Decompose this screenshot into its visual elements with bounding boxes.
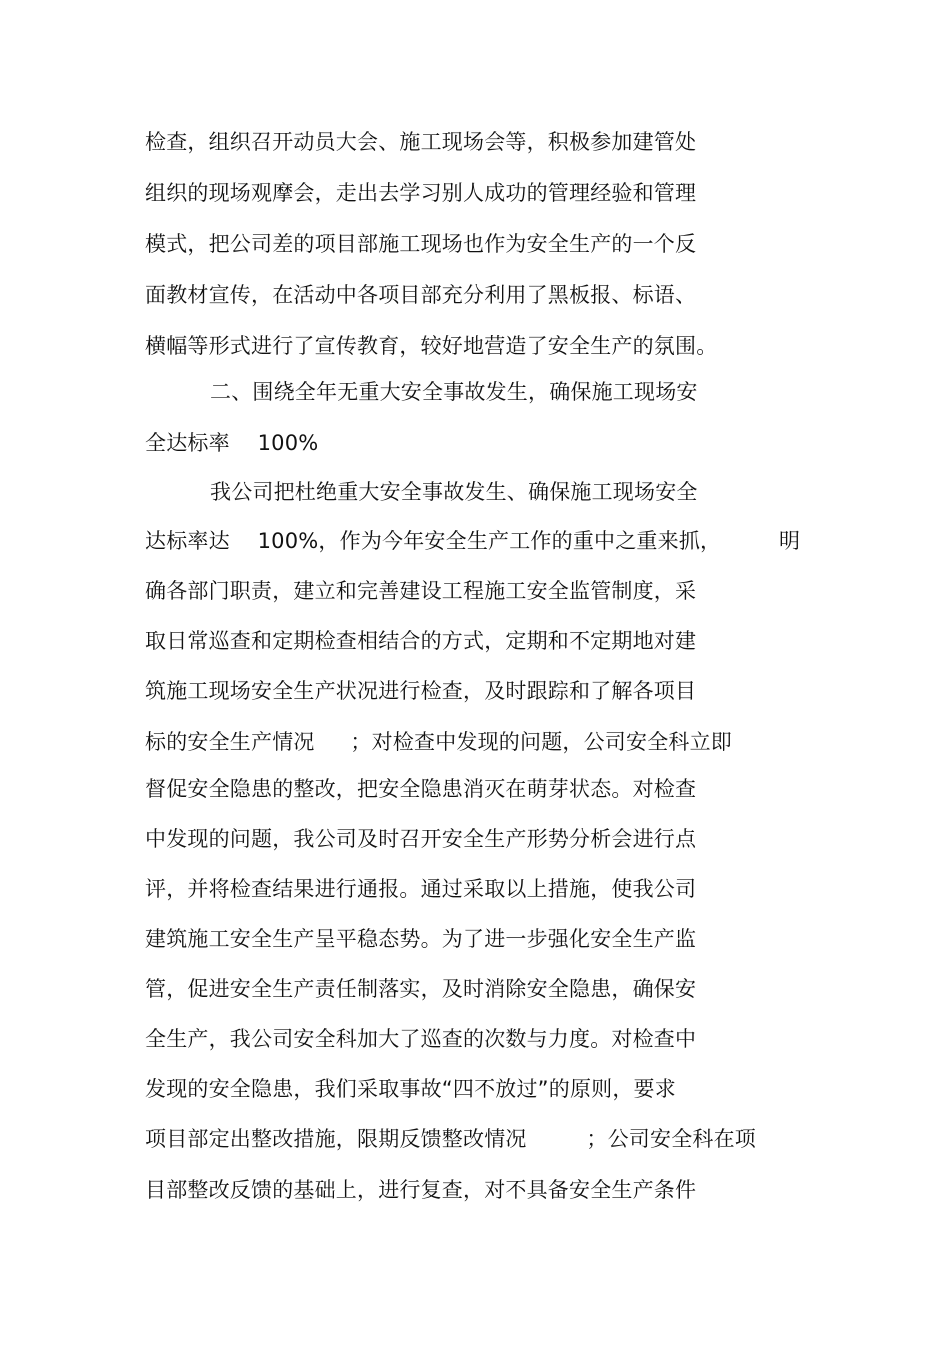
text-segment: 中发现的问题，我公司及时召开安全生产形势分析会进行点 (145, 827, 697, 851)
text-line (145, 974, 696, 1004)
text-line (145, 1024, 696, 1054)
text-line (145, 1124, 756, 1154)
paragraph-first-line (210, 477, 698, 507)
text-line-tail (779, 526, 800, 556)
text-line (145, 824, 696, 854)
text-line (145, 774, 696, 804)
text-segment: 建筑施工安全生产呈平稳态势。为了进一步强化安全生产监 (145, 927, 697, 951)
text-segment: 取日常巡查和定期检查相结合的方式，定期和不定期地对建 (145, 629, 697, 653)
text-segment: 面教材宣传，在活动中各项目部充分利用了黑板报、标语、 (145, 283, 697, 307)
text-line (145, 280, 696, 310)
text-segment: 目部整改反馈的基础上，进行复查，对不具备安全生产条件 (145, 1178, 697, 1202)
section-heading-number: 100% (257, 431, 319, 455)
text-line (145, 874, 696, 904)
text-line (145, 576, 696, 606)
text-segment: 管，促进安全生产责任制落实，及时消除安全隐患，确保安 (145, 977, 697, 1001)
text-segment: 模式，把公司差的项目部施工现场也作为安全生产的一个反 (145, 232, 697, 256)
section-heading-text: 全达标率 (145, 431, 230, 455)
text-line (145, 1074, 676, 1104)
text-segment: 发现的安全隐患，我们采取事故“四不放过”的原则，要求 (145, 1077, 676, 1101)
text-segment: 评，并将检查结果进行通报。通过采取以上措施，使我公司 (145, 877, 697, 901)
text-segment: 检查，组织召开动员大会、施工现场会等，积极参加建管处 (145, 130, 697, 154)
text-segment: 筑施工现场安全生产状况进行检查，及时跟踪和了解各项目 (145, 679, 697, 703)
text-line (145, 331, 717, 361)
text-line (145, 727, 732, 757)
text-line (145, 127, 696, 157)
section-heading-text: 二、围绕全年无重大安全事故发生，确保施工现场安 (210, 380, 698, 404)
text-line (145, 924, 696, 954)
text-segment: 全生产，我公司安全科加大了巡查的次数与力度。对检查中 (145, 1027, 697, 1051)
text-segment: 明 (779, 529, 801, 553)
text-line (145, 178, 696, 208)
text-segment: 督促安全隐患的整改，把安全隐患消灭在萌芽状态。对检查 (145, 777, 697, 801)
text-segment: 我公司把杜绝重大安全事故发生、确保施工现场安全 (210, 480, 698, 504)
text-segment: ；公司安全科在项 (586, 1127, 756, 1151)
text-segment: 达标率达 (145, 529, 230, 553)
text-line (145, 526, 721, 556)
text-segment: 组织的现场观摩会，走出去学习别人成功的管理经验和管理 (145, 181, 697, 205)
section-heading-line (145, 428, 318, 458)
text-segment: 100%，作为今年安全生产工作的重中之重来抓， (257, 529, 722, 553)
text-segment: 标的安全生产情况 (145, 730, 315, 754)
text-line (145, 1175, 696, 1205)
section-heading-line (210, 377, 698, 407)
text-line (145, 676, 696, 706)
text-segment: 项目部定出整改措施，限期反馈整改情况 (145, 1127, 527, 1151)
text-line (145, 229, 696, 259)
text-line (145, 626, 696, 656)
text-segment: 确各部门职责，建立和完善建设工程施工安全监管制度，采 (145, 579, 697, 603)
text-segment: 横幅等形式进行了宣传教育，较好地营造了安全生产的氛围。 (145, 334, 718, 358)
text-segment: ；对检查中发现的问题，公司安全科立即 (350, 730, 732, 754)
